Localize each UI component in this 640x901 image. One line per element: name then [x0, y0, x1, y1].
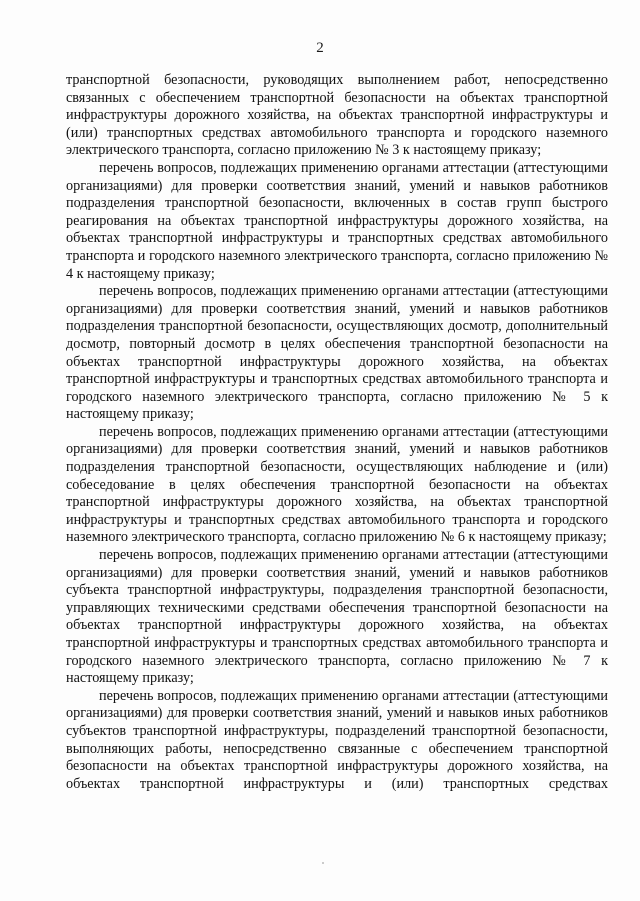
page-number: 2	[316, 40, 324, 56]
paragraph-appendix-6: перечень вопросов, подлежащих применению органами аттестации (аттестующими организациями) для проверки соответствия знаний, умений и навыков работников подразделения транспортной безопасности, осуществляющих наблюдение и (или) собеседование в целях обеспечения транспортной безопасности на объектах транспортной инфраструктуры дорожного хозяйства, на объектах транспортной инфраструктуры и транспортных средствах автомобильного транспорта и городского наземного электрического транспорта, согласно приложению № 6 к настоящему приказу;	[66, 423, 608, 546]
paragraph-continuation: транспортной безопасности, руководящих выполнением работ, непосредственно связанных с обеспечением транспортной безопасности на объектах транспортной инфраструктуры дорожного хозяйства, на объектах транспортной инфраструктуры и (или) транспортных средствах автомобильного транспорта и городского наземного электрического транспорта, согласно приложению № 3 к настоящему приказу;	[66, 72, 608, 159]
paragraph-appendix-5: перечень вопросов, подлежащих применению органами аттестации (аттестующими организациями) для проверки соответствия знаний, умений и навыков работников подразделения транспортной безопасности, осуществляющих досмотр, дополнительный досмотр, повторный досмотр в целях обеспечения транспортной безопасности на объектах транспортной инфраструктуры дорожного хозяйства, на объектах транспортной инфраструктуры и транспортных средствах автомобильного транспорта и городского наземного электрического транспорта, согласно приложению № 5 к настоящему приказу;	[66, 283, 608, 423]
document-body	[66, 72, 608, 793]
paragraph-next-list-item: перечень вопросов, подлежащих применению органами аттестации (аттестующими организациями) для проверки соответствия знаний, умений и навыков иных работников субъектов транспортной инфраструктуры, подразделений транспортной безопасности, выполняющих работы, непосредственно связанные с обеспечением транспортной безопасности на объектах транспортной инфраструктуры дорожного хозяйства, на объектах транспортной инфраструктуры и (или) транспортных средствах	[66, 687, 608, 792]
paragraph-appendix-4: перечень вопросов, подлежащих применению органами аттестации (аттестующими организациями) для проверки соответствия знаний, умений и навыков работников подразделения транспортной безопасности, включенных в состав групп быстрого реагирования на объектах транспортной инфраструктуры дорожного хозяйства, на объектах транспортной инфраструктуры и транспортных средствах автомобильного транспорта и городского наземного электрического транспорта, согласно приложению № 4 к настоящему приказу;	[66, 159, 608, 282]
scan-speck	[322, 862, 324, 864]
paragraph-appendix-7: перечень вопросов, подлежащих применению органами аттестации (аттестующими организациями) для проверки соответствия знаний, умений и навыков работников субъекта транспортной инфраструктуры, подразделения транспортной безопасности, управляющих техническими средствами обеспечения транспортной безопасности на объектах транспортной инфраструктуры дорожного хозяйства, на объектах транспортной инфраструктуры и транспортных средствах автомобильного транспорта и городского наземного электрического транспорта, согласно приложению № 7 к настоящему приказу;	[66, 547, 608, 687]
